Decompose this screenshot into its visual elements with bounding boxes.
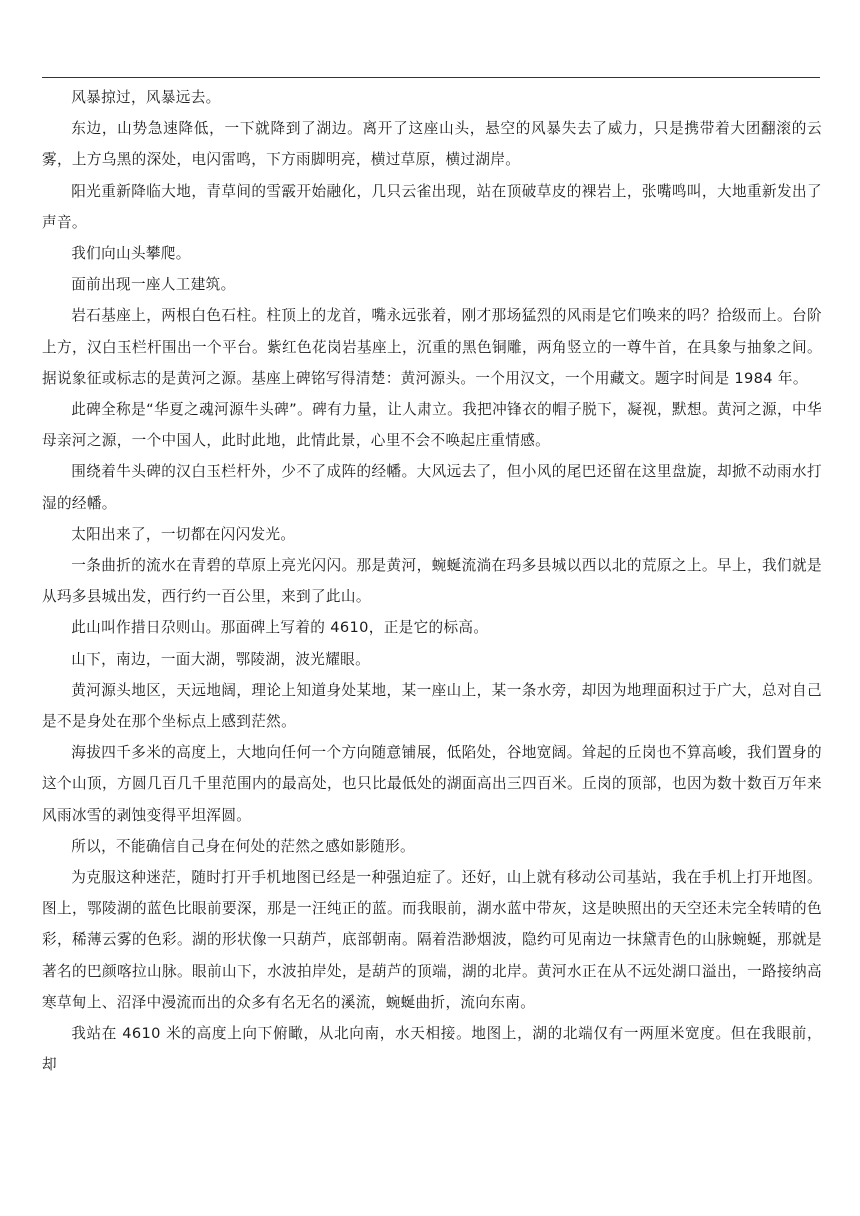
paragraph: 所以，不能确信自己身在何处的茫然之感如影随形。: [71, 837, 415, 855]
paragraph: 太阳出来了，一切都在闪闪发光。: [71, 525, 296, 543]
paragraph: 阳光重新降临大地，青草间的雪霰开始融化，几只云雀出现，站在顶破草皮的裸岩上，张嘴鸣叫，大地重新发出了声音。: [42, 182, 822, 231]
article-body: [42, 82, 822, 1081]
paragraph: 风暴掠过，风暴远去。: [71, 89, 221, 106]
paragraph: 为克服这种迷茫，随时打开手机地图已经是一种强迫症了。还好，山上就有移动公司基站，我在手机上打开地图。图上，鄂陵湖的蓝色比眼前要深，那是一汪纯正的蓝。而我眼前，湖水蓝中带灰，这是映照出的天空还未完全转晴的色彩，稀薄云雾的色彩。湖的形状像一只葫芦，底部朝南。隔着浩渺烟波，隐约可见南边一抹黛青色的山脉蜿蜒，那就是著名的巴颜喀拉山脉。眼前山下，水波拍岸处，是葫芦的顶端，湖的北岸。黄河水正在从不远处湖口溢出，一路接纳高寒草甸上、沼泽中漫流而出的众多有名无名的溪流，蜿蜒曲折，流向东南。: [42, 869, 822, 1011]
paragraph: 我站在 4610 米的高度上向下俯瞰，从北向南，水天相接。地图上，湖的北端仅有一两厘米宽度。但在我眼前，却: [42, 1025, 822, 1074]
paragraph: 此山叫作措日尕则山。那面碑上写着的 4610，正是它的标高。: [71, 619, 489, 637]
paragraph: 岩石基座上，两根白色石柱。柱顶上的龙首，嘴永远张着，刚才那场猛烈的风雨是它们唤来的吗？拾级而上。台阶上方，汉白玉栏杆围出一个平台。紫红色花岗岩基座上，沉重的黑色铜雕，两角竖立的一尊牛首，在具象与抽象之间。据说象征或标志的是黄河之源。基座上碑铭写得清楚：黄河源头。一个用汉文，一个用藏文。题字时间是 1984 年。: [42, 307, 822, 387]
paragraph: 黄河源头地区，天远地阔，理论上知道身处某地，某一座山上，某一条水旁，却因为地理面积过于广大，总对自己是不是身处在那个坐标点上感到茫然。: [42, 681, 822, 731]
paragraph: 东边，山势急速降低，一下就降到了湖边。离开了这座山头，悬空的风暴失去了威力，只是携带着大团翻滚的云雾，上方乌黑的深处，电闪雷鸣，下方雨脚明亮，横过草原，横过湖岸。: [42, 120, 822, 169]
paragraph: 面前出现一座人工建筑。: [71, 276, 236, 294]
paragraph: 山下，南边，一面大湖，鄂陵湖，波光耀眼。: [71, 650, 371, 668]
header-rule: [42, 77, 820, 78]
paragraph: 此碑全称是“华夏之魂河源牛头碑”。碑有力量，让人肃立。我把冲锋衣的帽子脱下，凝视，默想。黄河之源，中华母亲河之源，一个中国人，此时此地，此情此景，心里不会不唤起庄重情感。: [42, 401, 822, 450]
paragraph: 我们向山头攀爬。: [71, 245, 191, 263]
paragraph: 海拔四千多米的高度上，大地向任何一个方向随意铺展，低陷处，谷地宽阔。耸起的丘岗也不算高峻，我们置身的这个山顶，方圆几百几千里范围内的最高处，也只比最低处的湖面高出三四百米。丘岗的顶部，也因为数十数百万年来风雨冰雪的剥蚀变得平坦浑圆。: [42, 744, 822, 824]
paragraph: 一条曲折的流水在青碧的草原上亮光闪闪。那是黄河，蜿蜒流淌在玛多县城以西以北的荒原之上。早上，我们就是从玛多县城出发，西行约一百公里，来到了此山。: [42, 557, 822, 606]
paragraph: 围绕着牛头碑的汉白玉栏杆外，少不了成阵的经幡。大风远去了，但小风的尾巴还留在这里盘旋，却掀不动雨水打湿的经幡。: [42, 463, 822, 512]
